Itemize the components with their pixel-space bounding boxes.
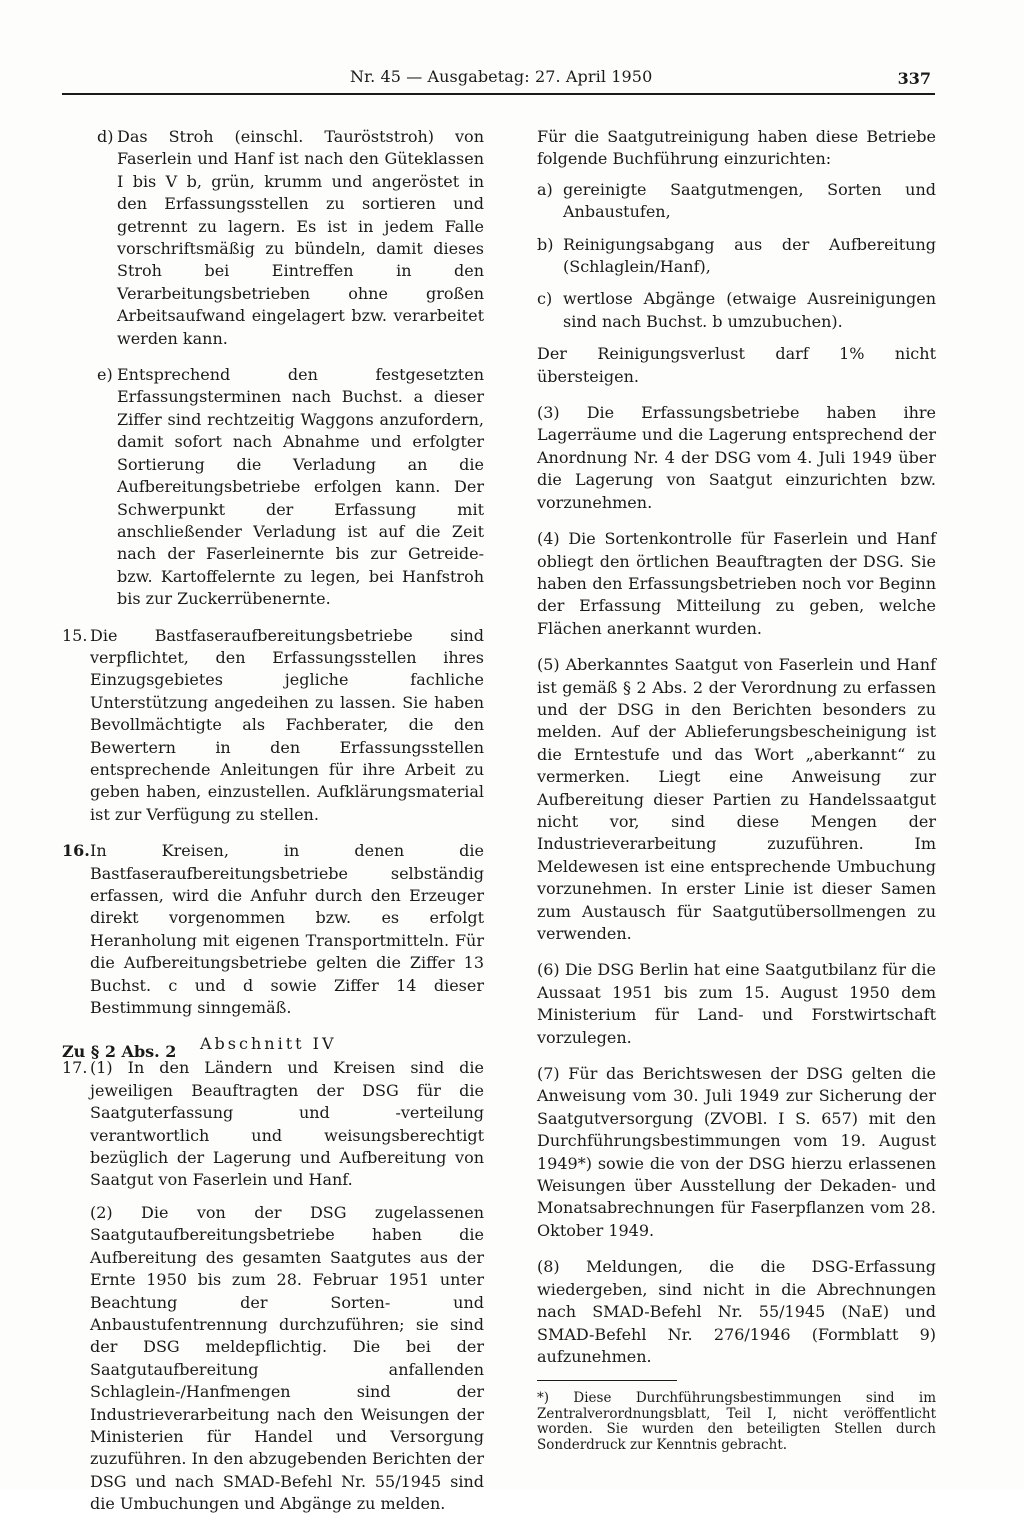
list-item-a [537,179,936,224]
list-item-c-marker: c) [537,289,553,309]
right-column [537,126,936,1453]
item-17-p2 [62,1202,484,1516]
list-item-a-text: gereinigte Saatgutmengen, Sorten und Anbaustufen, [563,179,936,222]
list-item-b [537,234,936,279]
item-16-marker: 16. [62,841,90,861]
paragraph-5: (5) Aberkanntes Saatgut von Faserlein und Hanf ist gemäß § 2 Abs. 2 der Verordnung zu erfassen und der DSG in den Berichten besonders zu melden. Auf der Ablieferungsbescheinigung ist die Erntestufe und das Wort „aberkannt“ zu vermerken. Liegt eine Anweisung zur Aufbereitung dieser Partien zu Handelssaatgut nicht vor, sind diese Mengen der Industrieverarbeitung zuzuführen. Im Meldewesen ist eine entsprechende Umbuchung vorzunehmen. In erster Linie ist dieser Samen zum Austausch für Saatgutübersollmengen zu verwenden. [537,655,936,943]
paragraph-4: (4) Die Sortenkontrolle für Faserlein und Hanf obliegt den örtlichen Beauftragten der DSG. Sie haben den Erfassungsbetrieben noch vor Beginn der Erfassung Mitteilung zu geben, welche Flächen anerkannt wurden. [537,529,936,638]
paragraph-6: (6) Die DSG Berlin hat eine Saatgutbilanz für die Aussaat 1951 bis zum 15. August 1950 dem Ministerium für Land- und Forstwirtschaft vorzulegen. [537,960,936,1047]
item-d-text: Das Stroh (einschl. Tauröststroh) von Faserlein und Hanf ist nach den Güteklassen I bis V b, grün, krumm und angeröstet in den Erfassungsstellen zu sortieren und getrennt zu lagern. Es ist in jedem Falle vorschriftsmäßig zu bündeln, damit dieses Stroh bei Eintreffen in den Verarbeitungsbetrieben ohne großen Arbeitsaufwand eingelagert bzw. verarbeitet werden kann. [117,127,484,348]
item-17-marker: 17. [62,1058,88,1078]
footnote: *) Diese Durchführungsbestimmungen sind im Zentralverordnungsblatt, Teil I, nicht veröffentlicht worden. Sie wurden den beteiligten Stellen durch Sonderdruck zur Kenntnis gebracht. [537,1390,936,1453]
item-e [62,364,484,610]
item-d [62,126,484,350]
page-header [62,62,935,96]
item-15-marker: 15. [62,625,88,645]
item-17-p1-text: (1) In den Ländern und Kreisen sind die jeweiligen Beauftragten der DSG für die Saatguterfassung und -verteilung verantwortlich und weisungsberechtigt bezüglich der Lagerung und Aufbereitung von Saatgut von Faserlein und Hanf. [90,1058,484,1190]
paragraph-8: (8) Meldungen, die die DSG-Erfassung wiedergeben, sind nicht in die Abrechnungen nach SMAD-Befehl Nr. 55/1945 (NaE) und SMAD-Befehl Nr. 276/1946 (Formblatt 9) aufzunehmen. [537,1257,936,1366]
section-ref: Zu § 2 Abs. 2 [62,1042,177,1062]
list-item-a-marker: a) [537,179,553,199]
section-heading [62,1033,484,1062]
item-15-text: Die Bastfaseraufbereitungsbetriebe sind verpflichtet, den Erfassungsstellen ihres Einzugsgebietes jegliche fachliche Unterstützung angedeihen zu lassen. Sie haben Bevollmächtigte als Fachberater, die den Bewertern in den Erfassungsstellen entsprechende Anleitungen für ihre Arbeit zu geben haben, einzustellen. Aufklärungsmaterial ist zur Verfügung zu stellen. [90,625,484,824]
header-rule [62,93,935,95]
paragraph-3: (3) Die Erfassungsbetriebe haben ihre Lagerräume und die Lagerung entsprechend der Anordnung Nr. 4 der DSG vom 4. Juli 1949 über die Lagerung von Saatgut einzurichten bzw. vorzunehmen. [537,403,936,512]
section-title: Abschnitt IV [200,1034,337,1054]
list-item-b-text: Reinigungsabgang aus der Aufbereitung (Schlaglein/Hanf), [563,234,936,277]
list-item-c [537,288,936,333]
cleaning-loss: Der Reinigungsverlust darf 1% nicht übersteigen. [537,344,936,386]
list-item-c-text: wertlose Abgänge (etwaige Ausreinigungen sind nach Buchst. b umzubuchen). [563,289,936,331]
bookkeeping-intro: Für die Saatgutreinigung haben diese Betriebe folgende Buchführung einzurichten: [537,127,936,169]
header-title: Nr. 45 — Ausgabetag: 27. April 1950 [350,67,653,86]
list-item-b-marker: b) [537,234,554,254]
item-15 [62,625,484,827]
item-e-text: Entsprechend den festgesetzten Erfassungsterminen nach Buchst. a dieser Ziffer sind rechtzeitig Waggons anzufordern, damit sofort nach Abnahme und erfolgter Sortierung die Verladung an die Aufbereitungsbetriebe erfolgen kann. Der Schwerpunkt der Erfassung mit anschließender Verladung ist auf die Zeit nach der Faserleinernte bis zur Getreide- bzw. Kartoffelernte zu legen, bei Hanfstroh bis zur Zuckerrübenernte. [117,365,484,609]
item-16-text: In Kreisen, in denen die Bastfaseraufbereitungsbetriebe selbständig erfassen, wird die Anfuhr durch den Erzeuger direkt vorgenommen bzw. es erfolgt Heranholung mit eigenen Transportmitteln. Für die Aufbereitungsbetriebe gelten die Ziffer 13 Buchst. c und d sowie Ziffer 14 dieser Bestimmung sinngemäß. [90,841,484,1018]
item-e-marker: e) [97,365,113,385]
item-17-p2-text: (2) Die von der DSG zugelassenen Saatgutaufbereitungsbetriebe haben die Aufbereitung des gesamten Saatgutes aus der Ernte 1950 bis zum 28. Februar 1951 unter Beachtung der Sorten- und Anbaustufentrennung durchzuführen; sie sind der DSG meldepflichtig. Die bei der Saatgutaufbereitung anfallenden Schlaglein-/Hanfmengen sind der Industrieverarbeitung nach den Weisungen der Ministerien für Handel und Versorgung zuzuführen. In den abzugebenden Berichten der DSG und nach SMAD-Befehl Nr. 55/1945 sind die Umbuchungen und Abgänge zu melden. [90,1202,484,1514]
paragraph-7: (7) Für das Berichtswesen der DSG gelten die Anweisung vom 30. Juli 1949 zur Sicherung der Saatgutversorgung (ZVOBl. I S. 657) mit den Durchführungsbestimmungen vom 19. August 1949*) sowie die von der DSG hierzu erlassenen Weisungen über Ausstellung der Dekaden- und Monatsabrechnungen für Faserpflanzen vom 28. Oktober 1949. [537,1064,936,1240]
page-number: 337 [897,69,931,88]
item-17-p1 [62,1057,484,1191]
footnote-rule [537,1380,677,1381]
left-column [62,126,484,1530]
item-16 [62,840,484,1019]
item-d-marker: d) [97,127,114,146]
